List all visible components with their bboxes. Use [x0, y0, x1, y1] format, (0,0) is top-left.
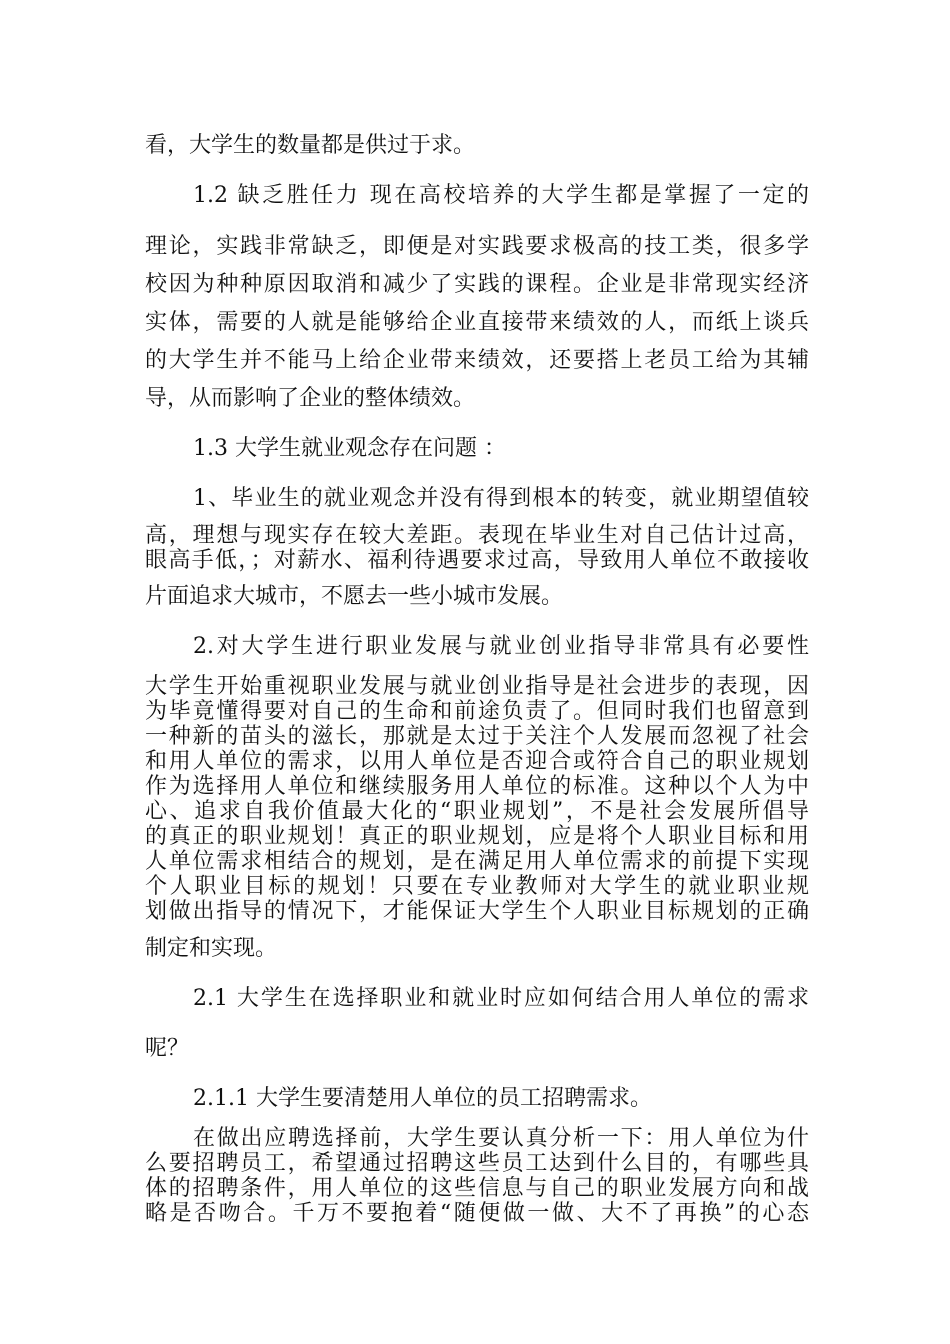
- section-heading-2: 2.对大学生进行职业发展与就业创业指导非常具有必要性: [193, 634, 809, 659]
- text-line: 和用人单位的需求，以用人单位是否迎合或符合自己的职业规划: [145, 749, 809, 774]
- text-line: 高，理想与现实存在较大差距。表现在毕业生对自己估计过高，: [145, 523, 809, 548]
- text-line: 的真正的职业规划！真正的职业规划，应是将个人职业目标和用: [145, 824, 809, 849]
- text-line: 个人职业目标的规划！只要在专业教师对大学生的就业职业规: [145, 874, 809, 899]
- text-line: 1、毕业生的就业观念并没有得到根本的转变，就业期望值较: [193, 486, 809, 511]
- text-line: 片面追求大城市，不愿去一些小城市发展。: [145, 584, 564, 609]
- text-line: 导，从而影响了企业的整体绩效。: [145, 386, 476, 411]
- text-line: 制定和实现。: [145, 936, 278, 961]
- text-line: 大学生开始重视职业发展与就业创业指导是社会进步的表现，因: [145, 674, 809, 699]
- text-line: 体的招聘条件，用人单位的这些信息与自己的职业发展方向和战: [145, 1176, 809, 1201]
- text-line: 略是否吻合。千万不要抱着“随便做一做、大不了再换”的心态: [145, 1201, 809, 1226]
- text-line: 么要招聘员工，希望通过招聘这些员工达到什么目的，有哪些具: [145, 1151, 809, 1176]
- text-line: 看，大学生的数量都是供过于求。: [145, 133, 476, 158]
- text-line: 一种新的苗头的滋长，那就是太过于关注个人发展而忽视了社会: [145, 724, 809, 749]
- text-line: 为毕竟懂得要对自己的生命和前途负责了。但同时我们也留意到: [145, 699, 809, 724]
- section-heading-2-1: 2.1 大学生在选择职业和就业时应如何结合用人单位的需求: [193, 986, 809, 1011]
- text-line: 实体，需要的人就是能够给企业直接带来绩效的人，而纸上谈兵: [145, 310, 809, 335]
- text-line: 作为选择用人单位和继续服务用人单位的标准。这种以个人为中: [145, 774, 809, 799]
- text-line: 眼高手低，；对薪水、福利待遇要求过高，导致用人单位不敢接收: [145, 548, 809, 573]
- text-line: 划做出指导的情况下，才能保证大学生个人职业目标规划的正确: [145, 899, 809, 924]
- section-heading-1-2: 1.2 缺乏胜任力 现在高校培养的大学生都是掌握了一定的: [193, 183, 809, 208]
- text-line: 的大学生并不能马上给企业带来绩效，还要搭上老员工给为其辅: [145, 348, 809, 373]
- section-heading-1-3: 1.3 大学生就业观念存在问题 ：: [193, 436, 506, 461]
- text-line: 理论，实践非常缺乏，即便是对实践要求极高的技工类，很多学: [145, 234, 809, 259]
- text-line: 人单位需求相结合的规划，是在满足用人单位需求的前提下实现: [145, 849, 809, 874]
- text-line: 校因为种种原因取消和减少了实践的课程。企业是非常现实经济: [145, 272, 809, 297]
- text-line: 呢？: [145, 1036, 190, 1061]
- section-heading-2-1-1: 2.1.1 大学生要清楚用人单位的员工招聘需求。: [193, 1086, 652, 1111]
- text-line: 心、追求自我价值最大化的“职业规划”，不是社会发展所倡导: [145, 799, 809, 824]
- text-line: 在做出应聘选择前，大学生要认真分析一下：用人单位为什: [193, 1126, 809, 1151]
